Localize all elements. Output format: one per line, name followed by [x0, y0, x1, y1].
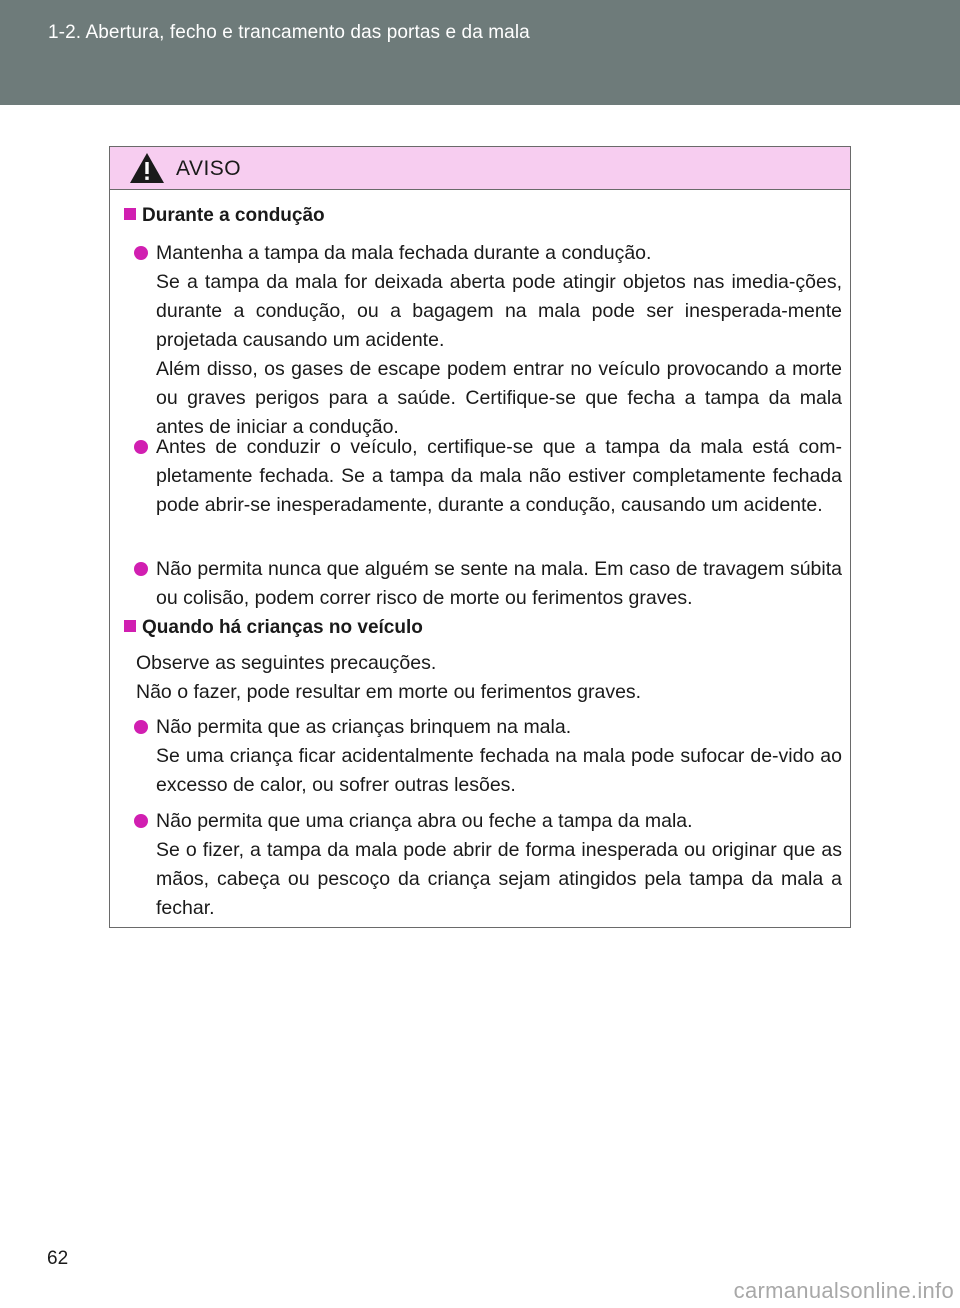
section-intro: Observe as seguintes precauções. Não o fazer, pode resultar em morte ou ferimentos graves.: [136, 652, 642, 703]
list-item: Antes de conduzir o veículo, certifique-se que a tampa da mala está com-pletamente fechada. Se a tampa da mala não estiver completamente fechada pode abrir-se inesperadamente, durante a condução, causando um acidente.: [156, 436, 842, 516]
warning-header: [110, 147, 850, 190]
round-bullet-icon: [134, 246, 148, 260]
warning-triangle-icon: [129, 152, 165, 184]
list-item: Não permita nunca que alguém se sente na mala. Em caso de travagem súbita ou colisão, podem correr risco de morte ou ferimentos graves.: [156, 558, 842, 609]
square-bullet-icon: [124, 620, 136, 632]
page-header: [0, 0, 960, 105]
round-bullet-icon: [134, 814, 148, 828]
square-bullet-icon: [124, 208, 136, 220]
warning-box: [109, 146, 851, 928]
header-title: 1-2. Abertura, fecho e trancamento das portas e da mala: [48, 22, 530, 43]
round-bullet-icon: [134, 440, 148, 454]
list-item: Mantenha a tampa da mala fechada durante a condução. Se a tampa da mala for deixada aberta pode atingir objetos nas imedia-ções, durante a condução, ou a bagagem na mala pode ser inesperada-mente projetada causando um acidente. Além disso, os gases de escape podem entrar no veículo provocando a morte ou graves perigos para a saúde. Certifique-se que fecha a tampa da mala antes de iniciar a condução.: [156, 242, 842, 438]
round-bullet-icon: [134, 562, 148, 576]
watermark: carmanualsonline.info: [733, 1278, 954, 1303]
warning-title: AVISO: [176, 157, 242, 180]
page-number: 62: [47, 1248, 69, 1269]
list-item: Não permita que uma criança abra ou feche a tampa da mala. Se o fizer, a tampa da mala pode abrir de forma inesperada ou originar que as mãos, cabeça ou pescoço da criança sejam atingidos pela tampa da mala a fechar.: [156, 810, 842, 919]
list-item: Não permita que as crianças brinquem na mala. Se uma criança ficar acidentalmente fechada na mala pode sufocar de-vido ao excesso de calor, ou sofrer outras lesões.: [156, 716, 842, 796]
round-bullet-icon: [134, 720, 148, 734]
section-heading: Quando há crianças no veículo: [124, 617, 423, 639]
section-heading: Durante a condução: [124, 205, 325, 227]
